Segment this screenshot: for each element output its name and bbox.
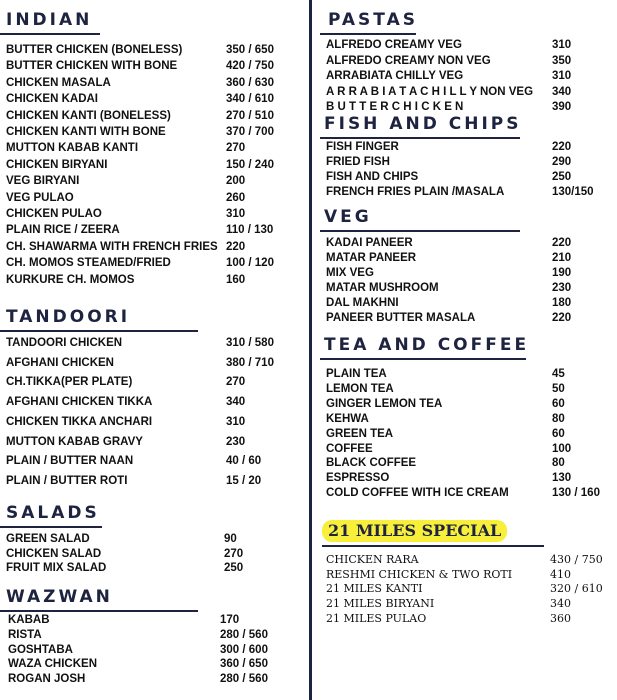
menu-item (6, 174, 246, 188)
menu-item (6, 415, 246, 429)
menu-item (6, 76, 274, 90)
item-name: FRUIT MIX SALAD (6, 562, 107, 575)
item-price: 270 (226, 142, 246, 155)
item-price: 260 (226, 191, 246, 204)
menu-item (6, 109, 274, 123)
item-price: 40 / 60 (226, 455, 262, 468)
item-name: BUTTER CHICKEN (BONELESS) (6, 44, 183, 56)
item-name: VEG PULAO (6, 191, 74, 204)
item-price: 50 (552, 382, 565, 395)
item-price: 350 / 650 (226, 44, 274, 56)
item-name: MIX VEG (326, 267, 374, 279)
column-divider (309, 0, 312, 700)
item-price: 220 (226, 240, 246, 253)
item-name: MATAR MUSHROOM (326, 282, 439, 294)
section-underline (322, 545, 544, 547)
item-price: 80 (552, 412, 565, 425)
item-price: 410 (550, 567, 571, 581)
item-price: 210 (552, 252, 572, 264)
item-name: RESHMI CHICKEN & TWO ROTI (326, 567, 513, 581)
menu-item (326, 38, 572, 52)
section-wazwan (0, 587, 300, 686)
item-price: 360 / 650 (220, 658, 268, 671)
menu-item (326, 100, 572, 114)
item-name: A R R A B I A T A C H I L L Y NON VEG (326, 85, 534, 98)
menu-item (326, 185, 594, 199)
menu-item (8, 657, 268, 671)
item-price: 270 / 510 (226, 109, 274, 122)
item-price: 90 (224, 533, 237, 545)
menu-item (6, 158, 274, 172)
item-name: ALFREDO CREAMY NON VEG (326, 54, 491, 67)
menu-item (6, 375, 246, 389)
item-name: 21 MILES KANTI (326, 582, 423, 596)
item-price: 100 (552, 442, 572, 455)
item-price: 160 (226, 273, 246, 286)
menu-item (6, 191, 246, 205)
menu-item (326, 567, 571, 582)
menu-item (8, 672, 268, 686)
menu-item (326, 553, 603, 567)
item-price: 250 (224, 562, 244, 575)
section-title: SALADS (6, 503, 100, 523)
section-title: INDIAN (6, 10, 93, 30)
menu-item (326, 54, 572, 68)
section-underline (0, 330, 198, 332)
item-price: 230 (226, 435, 246, 448)
menu-item (326, 471, 572, 485)
item-name: CHICKEN MASALA (6, 76, 111, 89)
item-name: 21 MILES PULAO (326, 611, 427, 625)
menu-item (326, 296, 572, 310)
item-price: 420 / 750 (226, 60, 274, 73)
item-price: 200 (226, 175, 246, 188)
item-name: FISH FINGER (326, 141, 399, 153)
item-name: COLD COFFEE WITH ICE CREAM (326, 487, 509, 500)
item-price: 310 (226, 208, 246, 220)
section-underline (0, 526, 102, 528)
item-price: 320 / 610 (550, 582, 603, 596)
item-name: FISH AND CHIPS (326, 171, 419, 183)
item-name: 21 MILES BIRYANI (326, 597, 435, 611)
item-price: 45 (552, 368, 565, 380)
menu-item (6, 223, 274, 237)
item-price: 340 (550, 597, 571, 611)
item-name: ROGAN JOSH (8, 673, 86, 686)
section-underline (320, 137, 520, 139)
item-price: 80 (552, 457, 565, 470)
item-name: LEMON TEA (326, 382, 394, 395)
menu-item (6, 336, 274, 350)
menu-item (326, 486, 600, 500)
section-underline (320, 230, 520, 232)
section-tea (320, 335, 617, 500)
menu-item (326, 266, 572, 280)
item-name: BLACK COFFEE (326, 457, 417, 470)
menu-item (326, 442, 572, 456)
menu-item (6, 547, 244, 561)
item-name: PLAIN TEA (326, 368, 387, 380)
item-name: KADAI PANEER (326, 237, 413, 249)
item-name: PLAIN / BUTTER NAAN (6, 455, 134, 468)
item-name: CHICKEN RARA (326, 553, 419, 566)
menu-item (6, 125, 274, 139)
item-price: 150 / 240 (226, 158, 274, 171)
section-special (320, 520, 617, 625)
item-price: 130 (552, 472, 572, 485)
menu-item (326, 281, 572, 295)
item-name: KABAB (8, 614, 50, 626)
section-tandoori (0, 307, 300, 487)
section-title: VEG (324, 207, 372, 227)
menu-item (326, 382, 565, 396)
item-name: GREEN TEA (326, 427, 394, 440)
item-name: DAL MAKHNI (326, 297, 399, 309)
item-name: CH.TIKKA(PER PLATE) (6, 376, 133, 389)
item-name: MUTTON KABAB KANTI (6, 142, 139, 155)
menu-item (326, 311, 572, 325)
menu-item (326, 427, 565, 441)
item-price: 220 (552, 237, 572, 249)
menu-item (326, 85, 572, 99)
menu-item (6, 141, 246, 155)
item-name: FRIED FISH (326, 156, 390, 168)
menu-item (8, 613, 240, 627)
item-name: RISTA (8, 628, 42, 641)
item-price: 220 (552, 141, 572, 153)
item-name: PLAIN RICE / ZEERA (6, 224, 120, 237)
menu-item (6, 240, 246, 254)
menu-item (326, 582, 603, 596)
menu-item (326, 170, 572, 184)
menu-item (6, 454, 262, 468)
section-title: FISH AND CHIPS (324, 114, 522, 134)
item-name: MATAR PANEER (326, 252, 417, 264)
item-price: 340 (552, 85, 572, 98)
menu-item (6, 356, 274, 370)
item-name: CHICKEN KANTI WITH BONE (6, 126, 166, 138)
item-name: CHICKEN BIRYANI (6, 158, 108, 171)
item-price: 290 (552, 156, 572, 168)
item-price: 280 / 560 (220, 628, 268, 641)
item-price: 170 (220, 614, 240, 626)
item-name: CHICKEN TIKKA ANCHARI (6, 415, 153, 428)
item-name: CH. SHAWARMA WITH FRENCH FRIES (6, 240, 218, 253)
item-name: ESPRESSO (326, 472, 390, 485)
menu-item (6, 273, 246, 287)
menu-item (6, 532, 237, 546)
menu-item (6, 43, 274, 57)
item-name: PLAIN / BUTTER ROTI (6, 474, 128, 487)
item-price: 300 / 600 (220, 643, 268, 656)
item-price: 310 / 580 (226, 337, 274, 349)
item-price: 110 / 130 (226, 224, 274, 237)
item-price: 390 (552, 101, 572, 114)
item-price: 60 (552, 427, 565, 440)
item-price: 220 (552, 312, 572, 324)
item-price: 340 / 610 (226, 93, 274, 106)
section-title: WAZWAN (6, 587, 113, 607)
item-price: 270 (224, 547, 244, 560)
item-name: CH. MOMOS STEAMED/FRIED (6, 257, 171, 270)
item-price: 250 (552, 171, 572, 183)
item-name: GREEN SALAD (6, 533, 90, 545)
item-name: AFGHANI CHICKEN (6, 356, 114, 369)
section-underline (320, 358, 526, 360)
section-underline (320, 33, 416, 35)
section-title: TEA AND COFFEE (324, 335, 530, 355)
section-title: 21 MILES SPECIAL (322, 520, 507, 542)
menu-item (6, 395, 246, 409)
menu-item (326, 611, 571, 626)
item-name: CHICKEN PULAO (6, 208, 102, 220)
menu-item (6, 59, 274, 73)
menu-item (326, 597, 571, 611)
item-name: COFFEE (326, 442, 373, 455)
section-title: TANDOORI (6, 307, 131, 327)
item-price: 360 / 630 (226, 76, 274, 89)
item-price: 15 / 20 (226, 474, 262, 487)
menu-item (6, 561, 244, 575)
item-price: 270 (226, 376, 246, 389)
item-name: WAZA CHICKEN (8, 658, 98, 671)
item-name: KEHWA (326, 412, 369, 425)
item-name: ARRABIATA CHILLY VEG (326, 70, 464, 83)
item-name: B U T T E R C H I C K E N (326, 101, 464, 114)
section-title: PASTAS (328, 10, 418, 30)
item-name: KURKURE CH. MOMOS (6, 273, 135, 286)
item-price: 370 / 700 (226, 126, 274, 138)
item-name: TANDOORI CHICKEN (6, 337, 123, 349)
menu-item (326, 155, 572, 169)
item-price: 100 / 120 (226, 257, 274, 270)
item-price: 350 (552, 54, 572, 67)
item-name: FRENCH FRIES PLAIN /MASALA (326, 186, 505, 198)
item-price: 190 (552, 267, 572, 279)
menu-item (8, 643, 268, 657)
section-fish (320, 114, 617, 198)
item-name: CHICKEN KADAI (6, 93, 98, 106)
item-price: 130/150 (552, 186, 594, 198)
menu-item (6, 256, 274, 270)
item-price: 380 / 710 (226, 356, 274, 369)
menu-item (326, 367, 565, 381)
section-underline (0, 33, 100, 35)
item-price: 180 (552, 297, 572, 309)
menu-item (6, 92, 274, 106)
item-price: 60 (552, 397, 565, 410)
item-price: 430 / 750 (550, 553, 603, 566)
item-name: VEG BIRYANI (6, 175, 80, 188)
item-name: GOSHTABA (8, 643, 73, 656)
menu-item (8, 628, 268, 642)
item-price: 360 (550, 611, 571, 625)
item-name: CHICKEN KANTI (BONELESS) (6, 109, 171, 122)
menu-item (326, 251, 572, 265)
section-indian (0, 10, 300, 286)
item-price: 230 (552, 282, 572, 294)
item-name: AFGHANI CHICKEN TIKKA (6, 396, 153, 409)
item-price: 130 / 160 (552, 487, 600, 500)
menu-item (326, 69, 572, 83)
item-name: BUTTER CHICKEN WITH BONE (6, 60, 178, 73)
item-name: ALFREDO CREAMY VEG (326, 39, 462, 51)
item-price: 340 (226, 396, 246, 409)
section-salads (0, 503, 300, 575)
menu-item (6, 207, 246, 221)
item-name: CHICKEN SALAD (6, 547, 102, 560)
item-name: MUTTON KABAB GRAVY (6, 435, 143, 448)
menu-item (6, 435, 246, 449)
menu-item (6, 474, 262, 488)
menu-item (326, 456, 565, 470)
section-veg (320, 207, 617, 324)
item-name: PANEER BUTTER MASALA (326, 312, 476, 324)
item-price: 310 (226, 415, 246, 428)
item-price: 310 (552, 70, 572, 83)
menu-item (326, 236, 572, 250)
section-underline (0, 610, 198, 612)
item-price: 280 / 560 (220, 673, 268, 686)
item-price: 310 (552, 39, 572, 51)
menu-item (326, 397, 565, 411)
section-pastas (320, 10, 617, 114)
item-name: GINGER LEMON TEA (326, 397, 443, 410)
menu-item (326, 412, 565, 426)
menu-item (326, 140, 572, 154)
